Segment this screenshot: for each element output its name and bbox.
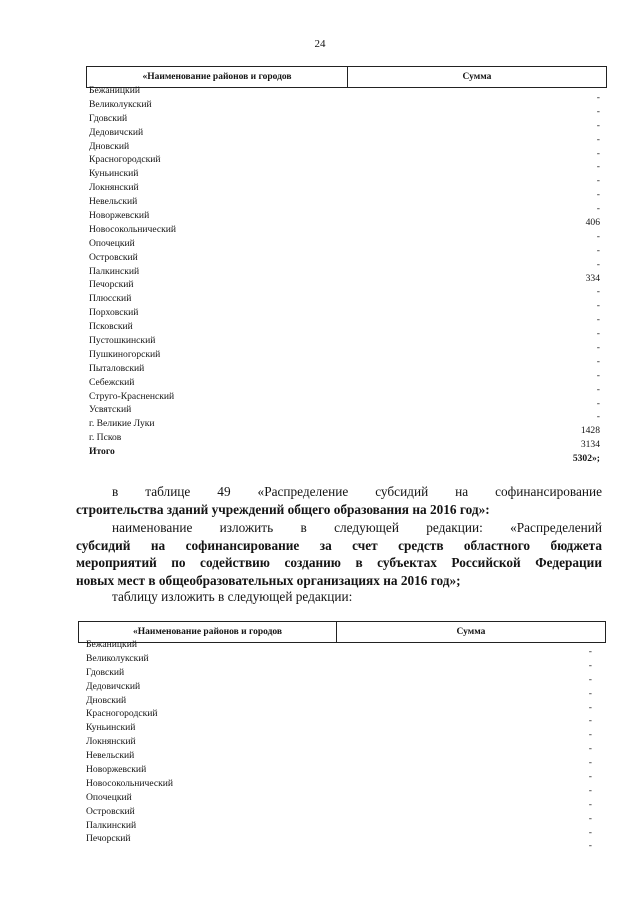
district-name: Себежский: [89, 376, 135, 388]
amount-value: -: [596, 189, 600, 201]
amount-value: -: [588, 757, 592, 769]
district-name: Опочецкий: [89, 237, 135, 249]
table-row: [86, 694, 592, 713]
amount-value: -: [588, 840, 592, 852]
table-row: [86, 777, 592, 796]
district-name: Островский: [89, 251, 138, 263]
district-name: Дновский: [89, 140, 130, 152]
district-name: Новоржевский: [89, 210, 150, 222]
district-name: Великолукский: [89, 98, 152, 110]
para2-line3: мероприятий по содействию созданию в субъектах Российской Федерации: [76, 555, 602, 570]
amount-value: -: [596, 175, 600, 187]
para2-line4: новых мест в общеобразовательных организациях на 2016 год»;: [76, 572, 461, 588]
table-row: [89, 153, 600, 173]
district-name: Невельский: [89, 196, 138, 208]
amendment-paragraph-title: [76, 519, 602, 589]
table-row: [89, 390, 600, 409]
district-name: Пыталовский: [89, 362, 145, 374]
table-row: [86, 680, 592, 699]
district-name: Пустошкинский: [89, 335, 156, 347]
district-name: Локнянский: [89, 182, 139, 194]
table-row: [89, 84, 600, 103]
district-name: Плюсский: [89, 293, 132, 305]
table-row: [86, 832, 592, 852]
table-row: [89, 306, 600, 326]
table-row: [86, 721, 592, 741]
table-row: [89, 195, 600, 215]
table2-header-name: «Наименование районов и городов: [79, 622, 337, 642]
amount-value: -: [588, 673, 592, 685]
page-number: 24: [314, 38, 326, 50]
amount-value: -: [596, 92, 600, 103]
district-name: Гдовский: [86, 666, 125, 678]
district-name: г. Великие Луки: [89, 418, 155, 430]
table2-body: [86, 638, 592, 852]
table1-header-name: «Наименование районов и городов: [87, 67, 348, 87]
amount-value: -: [588, 743, 592, 755]
table-row: [86, 666, 592, 685]
district-name: Струго-Красненский: [89, 390, 175, 402]
district-name: Порховский: [89, 307, 139, 319]
table-row: [86, 652, 592, 671]
district-name: Дновский: [86, 694, 127, 706]
amount-value: -: [596, 369, 600, 381]
table-row: [89, 126, 600, 145]
district-name: Печорский: [89, 279, 134, 291]
amount-value: -: [596, 397, 600, 409]
amendment-paragraph-table-49: [76, 483, 602, 518]
amount-value: -: [596, 147, 600, 159]
table-row: [89, 362, 600, 381]
amount-value: 3134: [580, 439, 600, 451]
amount-value: -: [596, 328, 600, 340]
amount-value: -: [588, 784, 592, 796]
amount-value: -: [596, 314, 600, 326]
district-name: Дедовичский: [89, 126, 144, 138]
district-name: Локнянский: [86, 736, 136, 748]
district-name: Островский: [86, 805, 135, 817]
amount-value: -: [588, 715, 592, 727]
table-row: [89, 167, 600, 187]
amount-value: 334: [585, 272, 600, 284]
table-row: [89, 320, 600, 340]
table-row: [89, 98, 600, 117]
table-row: [89, 348, 600, 367]
amount-value: -: [596, 383, 600, 395]
district-name: Новоржевский: [86, 764, 147, 776]
district-name: Великолукский: [86, 652, 149, 664]
amount-value: -: [596, 230, 600, 242]
table1-header-sum: Сумма: [462, 72, 492, 82]
table-row: [86, 735, 592, 755]
amount-value: -: [588, 812, 592, 824]
table-row: [86, 749, 592, 769]
table-row: [86, 819, 592, 838]
amount-value: -: [588, 771, 592, 783]
total-label: Итого: [89, 446, 115, 458]
district-name: Бежаницкий: [89, 85, 140, 96]
amount-value: -: [588, 798, 592, 810]
table2-header-sum: Сумма: [456, 627, 486, 637]
table-row: [86, 791, 592, 810]
district-name: Гдовский: [89, 112, 128, 124]
amount-value: -: [588, 826, 592, 838]
table-row: [89, 251, 600, 270]
amount-value: -: [588, 659, 592, 671]
amount-value: -: [596, 286, 600, 298]
district-name: Красногородский: [86, 708, 158, 720]
table-row: [86, 805, 592, 824]
table-row: [89, 417, 600, 437]
table-row: [89, 403, 600, 423]
amendment-paragraph-table: таблицу изложить в следующей редакции:: [112, 589, 353, 604]
amount-value: -: [596, 244, 600, 256]
table-row: [89, 265, 600, 284]
table-row: [86, 638, 592, 657]
table-row: [89, 292, 600, 312]
district-name: Палкинский: [89, 265, 140, 277]
amount-value: -: [596, 119, 600, 131]
amount-value: -: [596, 411, 600, 423]
table-row: [89, 223, 600, 242]
table-row: [89, 431, 600, 451]
district-name: Печорский: [86, 833, 131, 845]
amount-value: -: [596, 133, 600, 145]
amount-value: -: [596, 300, 600, 312]
para2-line2: субсидий на софинансирование за счет средств областного бюджета: [76, 537, 602, 553]
para2-line1: наименование изложить в следующей редакции: «Распределений: [112, 520, 602, 535]
district-name: Новосокольнический: [89, 223, 177, 235]
district-name: Красногородский: [89, 154, 161, 166]
amount-value: -: [588, 687, 592, 699]
district-name: Куньинский: [86, 722, 136, 734]
district-name: Бежаницкий: [86, 639, 137, 650]
district-name: г. Псков: [89, 432, 122, 444]
amount-value: -: [596, 161, 600, 173]
table-row: [89, 181, 600, 201]
amount-value: -: [588, 646, 592, 657]
district-name: Псковский: [89, 321, 133, 333]
amount-value: -: [588, 701, 592, 713]
table1-body: [89, 84, 600, 465]
district-name: Опочецкий: [86, 791, 132, 803]
amount-value: -: [588, 729, 592, 741]
district-name: Усвятский: [89, 404, 132, 416]
para1-line1: в таблице 49 «Распределение субсидий на софинансирование: [112, 484, 602, 499]
amount-value: 1428: [580, 425, 600, 437]
district-name: Невельский: [86, 750, 135, 762]
amount-value: -: [596, 105, 600, 117]
amount-value: -: [596, 355, 600, 367]
table-row: [89, 237, 600, 256]
table-row: [89, 376, 600, 395]
table-row: [86, 707, 592, 727]
district-name: Куньинский: [89, 168, 139, 180]
district-name: Дедовичский: [86, 680, 141, 692]
table-row: [89, 278, 600, 298]
table-row: [89, 140, 600, 159]
district-name: Пушкиногорский: [89, 348, 161, 360]
para1-line2: строительства зданий учреждений общего образования на 2016 год»:: [76, 501, 490, 517]
amount-value: -: [596, 203, 600, 215]
district-name: Новосокольнический: [86, 777, 174, 789]
district-name: Палкинский: [86, 819, 137, 831]
amount-value: -: [596, 258, 600, 270]
amount-value: 406: [585, 217, 600, 229]
table-row: [89, 112, 600, 131]
total-amount: 5302»;: [572, 453, 600, 465]
table-total-row: [89, 445, 600, 465]
amount-value: -: [596, 342, 600, 354]
